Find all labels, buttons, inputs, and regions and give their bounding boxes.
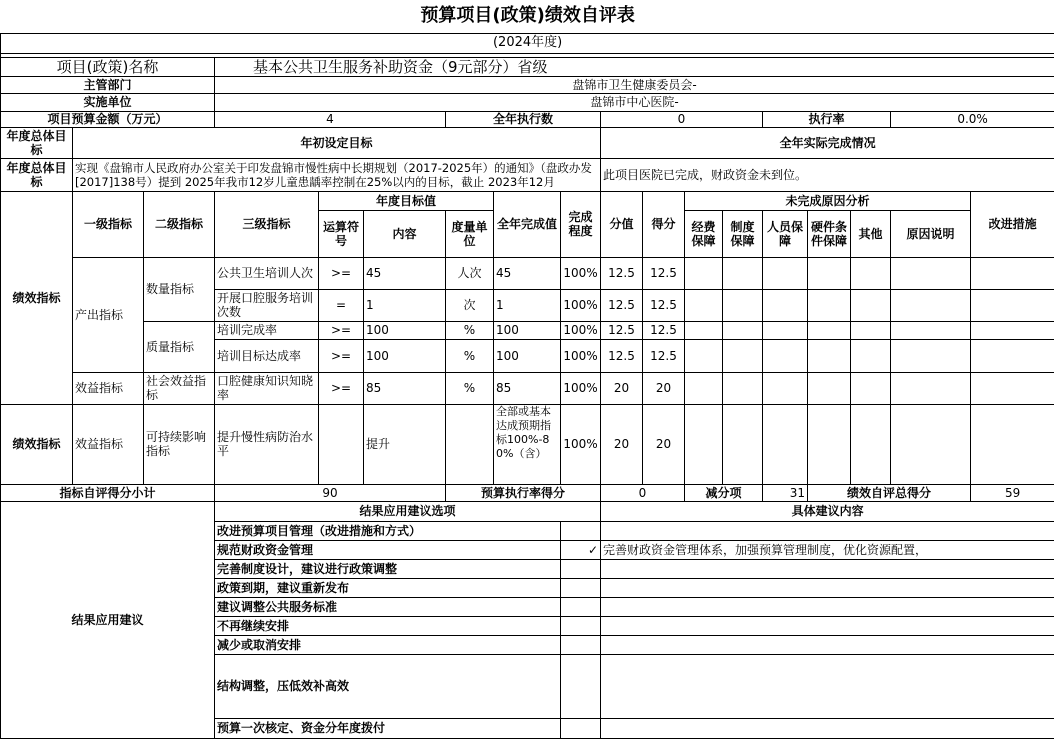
r4-header: 硬件条件保障	[808, 210, 851, 257]
exec-score-value: 0	[601, 484, 685, 501]
perf-label-2: 绩效指标	[1, 404, 73, 484]
result-option: 改进预算项目管理（改进措施和方式）	[215, 521, 561, 540]
l2-header: 二级指标	[144, 191, 215, 257]
score-cell: 12.5	[601, 321, 643, 339]
improve-header: 改进措施	[971, 191, 1054, 257]
full-cell: 全部或基本达成预期指标100%-80%（含）	[494, 404, 561, 484]
result-detail	[601, 521, 1054, 540]
result-option: 政策到期，建议重新发布	[215, 578, 561, 597]
check-mark-icon	[561, 521, 601, 540]
table-row	[1, 257, 1054, 289]
l3-cell: 培训完成率	[215, 321, 319, 339]
degree-cell: 100%	[561, 372, 601, 404]
benefit-label-2: 效益指标	[73, 404, 144, 484]
got-cell: 20	[643, 372, 685, 404]
goal-label: 年度总体目标	[1, 127, 73, 158]
got-cell: 12.5	[643, 257, 685, 289]
r1-header: 经费保障	[685, 210, 723, 257]
check-mark-icon	[561, 718, 601, 738]
quantity-label: 数量指标	[144, 257, 215, 321]
exec-score-label: 预算执行率得分	[446, 484, 601, 501]
page-title: 预算项目(政策)绩效自评表	[1, 0, 1054, 33]
goal-text: 实现《盘锦市人民政府办公室关于印发盘锦市慢性病中长期规划（2017-2025年）的通知》（盘政办发[2017]138号）提到 2025年我市12岁儿童患龋率控制在25%以内的目标，截止 2023年12月	[73, 158, 601, 191]
impl-value: 盘锦市中心医院-	[215, 93, 1054, 111]
l3-cell: 口腔健康知识知晓率	[215, 372, 319, 404]
unit-cell: 人次	[446, 257, 494, 289]
result-option: 完善制度设计，建议进行政策调整	[215, 559, 561, 578]
result-option: 预算一次核定、资金分年度拨付	[215, 718, 561, 738]
goal-actual: 此项目医院已完成，财政资金未到位。	[601, 158, 1054, 191]
l3-cell: 开展口腔服务培训次数	[215, 289, 319, 321]
degree-cell: 100%	[561, 339, 601, 372]
result-option: 减少或取消安排	[215, 635, 561, 654]
goal-set-header: 年初设定目标	[73, 127, 601, 158]
got-cell: 12.5	[643, 339, 685, 372]
result-option: 建议调整公共服务标准	[215, 597, 561, 616]
full-cell: 85	[494, 372, 561, 404]
deduct-label: 减分项	[685, 484, 763, 501]
l3-cell: 提升慢性病防治水平	[215, 404, 319, 484]
got-header: 得分	[643, 191, 685, 257]
impl-label: 实施单位	[1, 93, 215, 111]
dept-value: 盘锦市卫生健康委员会-	[215, 76, 1054, 93]
score-cell: 12.5	[601, 339, 643, 372]
content-cell: 100	[364, 321, 446, 339]
result-detail	[601, 654, 1054, 718]
content-cell: 1	[364, 289, 446, 321]
check-mark-icon	[561, 597, 601, 616]
score-cell: 20	[601, 404, 643, 484]
r6-header: 原因说明	[891, 210, 971, 257]
check-mark-icon	[561, 559, 601, 578]
total-label: 绩效自评总得分	[808, 484, 971, 501]
check-mark-icon	[561, 654, 601, 718]
full-cell: 100	[494, 321, 561, 339]
result-detail-header: 具体建议内容	[601, 501, 1054, 521]
goal-label-2: 年度总体目标	[1, 158, 73, 191]
subtotal-value: 90	[215, 484, 446, 501]
score-header: 分值	[601, 191, 643, 257]
table-row	[1, 404, 1054, 484]
unit-cell	[446, 404, 494, 484]
result-option: 结构调整，压低效补高效	[215, 654, 561, 718]
score-cell: 20	[601, 372, 643, 404]
budget-label: 项目预算金额（万元）	[1, 111, 215, 127]
exec-label: 全年执行数	[446, 111, 601, 127]
op-cell: >=	[319, 321, 364, 339]
degree-cell: 100%	[561, 257, 601, 289]
total-value: 59	[971, 484, 1054, 501]
full-cell: 100	[494, 339, 561, 372]
content-cell: 100	[364, 339, 446, 372]
got-cell: 20	[643, 404, 685, 484]
result-detail: 完善财政资金管理体系，加强预算管理制度，优化资源配置，	[601, 540, 1054, 559]
result-detail	[601, 559, 1054, 578]
full-cell: 45	[494, 257, 561, 289]
goal-actual-header: 全年实际完成情况	[601, 127, 1054, 158]
score-cell: 12.5	[601, 289, 643, 321]
result-detail	[601, 718, 1054, 738]
deduct-value: 31	[763, 484, 808, 501]
content-cell: 85	[364, 372, 446, 404]
full-cell: 1	[494, 289, 561, 321]
result-option: 规范财政资金管理	[215, 540, 561, 559]
year-label: (2024年度)	[1, 33, 1054, 53]
reason-header: 未完成原因分析	[685, 191, 971, 210]
perf-label: 绩效指标	[1, 191, 73, 404]
result-label: 结果应用建议	[1, 501, 215, 738]
table-row	[1, 372, 1054, 404]
l3-cell: 培训目标达成率	[215, 339, 319, 372]
op-cell	[319, 404, 364, 484]
r5-header: 其他	[851, 210, 891, 257]
result-detail	[601, 597, 1054, 616]
got-cell: 12.5	[643, 289, 685, 321]
l1-header: 一级指标	[73, 191, 144, 257]
sustain-label: 可持续影响指标	[144, 404, 215, 484]
quality-label: 质量指标	[144, 321, 215, 372]
op-cell: >=	[319, 257, 364, 289]
rate-label: 执行率	[763, 111, 891, 127]
output-label: 产出指标	[73, 257, 144, 372]
check-mark-icon	[561, 616, 601, 635]
unit-cell: %	[446, 321, 494, 339]
l3-cell: 公共卫生培训人次	[215, 257, 319, 289]
full-header: 全年完成值	[494, 191, 561, 257]
budget-value: 4	[215, 111, 446, 127]
content-cell: 45	[364, 257, 446, 289]
unit-cell: %	[446, 339, 494, 372]
exec-value: 0	[601, 111, 763, 127]
rate-value: 0.0%	[891, 111, 1054, 127]
r2-header: 制度保障	[723, 210, 763, 257]
op-cell: >=	[319, 339, 364, 372]
op-cell: =	[319, 289, 364, 321]
social-label: 社会效益指标	[144, 372, 215, 404]
degree-header: 完成程度	[561, 191, 601, 257]
unit-cell: 次	[446, 289, 494, 321]
result-option: 不再继续安排	[215, 616, 561, 635]
unit-header: 度量单位	[446, 210, 494, 257]
r3-header: 人员保障	[763, 210, 808, 257]
project-name-label: 项目(政策)名称	[1, 57, 215, 76]
table-row	[1, 321, 1054, 339]
check-mark-icon: ✓	[561, 540, 601, 559]
project-name-value: 基本公共卫生服务补助资金（9元部分）省级	[215, 57, 1054, 76]
benefit-label: 效益指标	[73, 372, 144, 404]
l3-header: 三级指标	[215, 191, 319, 257]
got-cell: 12.5	[643, 321, 685, 339]
op-header: 运算符号	[319, 210, 364, 257]
score-cell: 12.5	[601, 257, 643, 289]
content-header: 内容	[364, 210, 446, 257]
degree-cell: 100%	[561, 289, 601, 321]
result-detail	[601, 635, 1054, 654]
degree-cell: 100%	[561, 404, 601, 484]
check-mark-icon	[561, 578, 601, 597]
result-options-header: 结果应用建议选项	[215, 501, 601, 521]
target-header: 年度目标值	[319, 191, 494, 210]
op-cell: >=	[319, 372, 364, 404]
content-cell: 提升	[364, 404, 446, 484]
degree-cell: 100%	[561, 321, 601, 339]
unit-cell: %	[446, 372, 494, 404]
check-mark-icon	[561, 635, 601, 654]
result-detail	[601, 616, 1054, 635]
result-detail	[601, 578, 1054, 597]
subtotal-label: 指标自评得分小计	[1, 484, 215, 501]
dept-label: 主管部门	[1, 76, 215, 93]
